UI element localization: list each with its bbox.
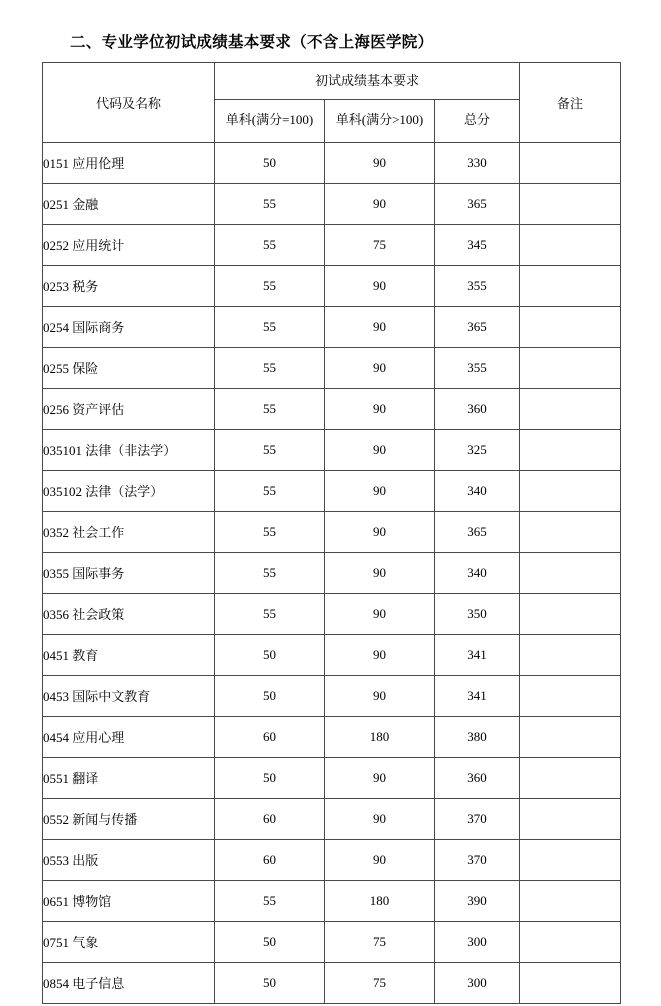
cell-single-subject-100: 50 [215,921,325,962]
cell-total-score: 365 [435,306,520,347]
cell-program-name: 035101 法律（非法学） [43,429,215,470]
cell-remark [520,839,621,880]
page-title: 二、专业学位初试成绩基本要求（不含上海医学院） [70,34,434,51]
table-body [43,142,621,1003]
cell-remark [520,634,621,675]
cell-single-subject-100: 55 [215,388,325,429]
table-row [43,839,621,880]
cell-single-subject-over-100: 75 [325,962,435,1003]
cell-program-name: 0551 翻译 [43,757,215,798]
table-header-row-1 [43,62,621,99]
cell-remark [520,757,621,798]
cell-remark [520,470,621,511]
cell-program-name: 0454 应用心理 [43,716,215,757]
cell-single-subject-over-100: 90 [325,470,435,511]
cell-total-score: 365 [435,183,520,224]
cell-program-name: 0256 资产评估 [43,388,215,429]
table-row [43,347,621,388]
cell-remark [520,265,621,306]
cell-remark [520,798,621,839]
header-total: 总分 [435,99,520,142]
table-row [43,798,621,839]
cell-single-subject-over-100: 75 [325,224,435,265]
cell-total-score: 325 [435,429,520,470]
header-single-subject-over-100: 单科(满分>100) [325,99,435,142]
table-header [43,62,621,142]
table-row [43,634,621,675]
cell-total-score: 350 [435,593,520,634]
cell-single-subject-100: 50 [215,634,325,675]
cell-single-subject-over-100: 90 [325,142,435,183]
header-code-and-name: 代码及名称 [43,62,215,142]
cell-remark [520,388,621,429]
cell-remark [520,511,621,552]
cell-remark [520,429,621,470]
table-row [43,265,621,306]
cell-single-subject-over-100: 90 [325,798,435,839]
cell-single-subject-over-100: 90 [325,593,435,634]
table-row [43,880,621,921]
cell-total-score: 370 [435,839,520,880]
cell-total-score: 365 [435,511,520,552]
cell-remark [520,880,621,921]
cell-single-subject-100: 55 [215,552,325,593]
cell-program-name: 0254 国际商务 [43,306,215,347]
header-remark: 备注 [520,62,621,142]
cell-total-score: 340 [435,552,520,593]
table-row [43,962,621,1003]
cell-remark [520,962,621,1003]
table-row [43,470,621,511]
table-row [43,224,621,265]
cell-program-name: 0151 应用伦理 [43,142,215,183]
cell-program-name: 0651 博物馆 [43,880,215,921]
table-row [43,388,621,429]
cell-single-subject-100: 55 [215,224,325,265]
cell-remark [520,716,621,757]
cell-single-subject-100: 50 [215,142,325,183]
cell-single-subject-100: 55 [215,593,325,634]
cell-single-subject-over-100: 180 [325,880,435,921]
cell-single-subject-over-100: 90 [325,265,435,306]
cell-total-score: 390 [435,880,520,921]
cell-single-subject-over-100: 180 [325,716,435,757]
cell-single-subject-over-100: 90 [325,183,435,224]
table-row [43,429,621,470]
cell-total-score: 330 [435,142,520,183]
cell-total-score: 300 [435,962,520,1003]
cell-single-subject-100: 55 [215,470,325,511]
cell-program-name: 0252 应用统计 [43,224,215,265]
table-row [43,306,621,347]
table-row [43,552,621,593]
cell-single-subject-100: 50 [215,757,325,798]
cell-single-subject-100: 60 [215,839,325,880]
cell-single-subject-100: 60 [215,798,325,839]
cell-remark [520,593,621,634]
cell-total-score: 355 [435,265,520,306]
cell-total-score: 380 [435,716,520,757]
cell-program-name: 0253 税务 [43,265,215,306]
cell-total-score: 360 [435,388,520,429]
cell-total-score: 300 [435,921,520,962]
cell-total-score: 355 [435,347,520,388]
table-row [43,716,621,757]
cell-single-subject-100: 55 [215,511,325,552]
cell-single-subject-100: 55 [215,347,325,388]
cell-single-subject-over-100: 90 [325,347,435,388]
cell-program-name: 0355 国际事务 [43,552,215,593]
cell-remark [520,347,621,388]
cell-single-subject-100: 50 [215,962,325,1003]
cell-single-subject-100: 55 [215,183,325,224]
cell-single-subject-over-100: 90 [325,429,435,470]
table-row [43,511,621,552]
cell-program-name: 0451 教育 [43,634,215,675]
table-row [43,757,621,798]
cell-single-subject-100: 60 [215,716,325,757]
cell-total-score: 341 [435,675,520,716]
table-row [43,593,621,634]
cell-single-subject-over-100: 90 [325,552,435,593]
cell-single-subject-100: 55 [215,429,325,470]
cell-total-score: 370 [435,798,520,839]
cell-total-score: 360 [435,757,520,798]
cell-remark [520,552,621,593]
cell-remark [520,142,621,183]
cell-single-subject-over-100: 90 [325,511,435,552]
table-row [43,142,621,183]
cell-total-score: 341 [435,634,520,675]
cell-remark [520,183,621,224]
cell-single-subject-100: 55 [215,265,325,306]
cell-single-subject-100: 50 [215,675,325,716]
cell-program-name: 0552 新闻与传播 [43,798,215,839]
cell-program-name: 0255 保险 [43,347,215,388]
cell-total-score: 340 [435,470,520,511]
cell-program-name: 035102 法律（法学） [43,470,215,511]
cell-remark [520,306,621,347]
cell-remark [520,921,621,962]
cell-single-subject-over-100: 90 [325,306,435,347]
cell-program-name: 0251 金融 [43,183,215,224]
cell-single-subject-100: 55 [215,880,325,921]
cell-program-name: 0553 出版 [43,839,215,880]
cell-single-subject-over-100: 90 [325,757,435,798]
cell-program-name: 0453 国际中文教育 [43,675,215,716]
table-row [43,183,621,224]
table-row [43,921,621,962]
cell-single-subject-over-100: 90 [325,634,435,675]
cell-total-score: 345 [435,224,520,265]
cell-single-subject-over-100: 90 [325,388,435,429]
table-row [43,675,621,716]
header-single-subject-100: 单科(满分=100) [215,99,325,142]
cell-program-name: 0751 气象 [43,921,215,962]
score-requirements-table [42,62,621,1004]
cell-remark [520,675,621,716]
cell-program-name: 0356 社会政策 [43,593,215,634]
cell-single-subject-over-100: 75 [325,921,435,962]
cell-remark [520,224,621,265]
cell-program-name: 0352 社会工作 [43,511,215,552]
cell-single-subject-over-100: 90 [325,839,435,880]
cell-single-subject-over-100: 90 [325,675,435,716]
header-exam-requirement-group: 初试成绩基本要求 [215,62,520,99]
cell-single-subject-100: 55 [215,306,325,347]
cell-program-name: 0854 电子信息 [43,962,215,1003]
